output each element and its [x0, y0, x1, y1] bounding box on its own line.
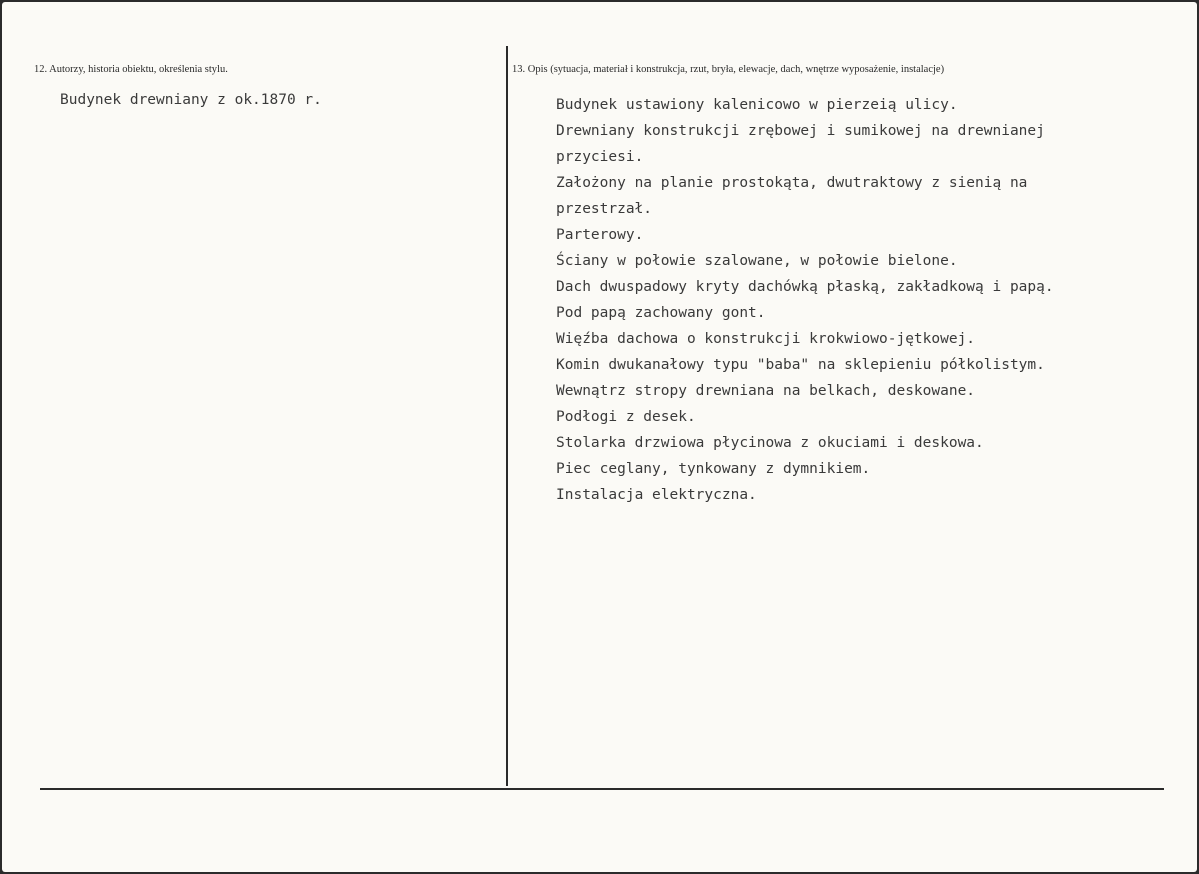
horizontal-divider	[40, 788, 1164, 790]
description-line: Więźba dachowa o konstrukcji krokwiowo-jętkowej.	[556, 331, 976, 347]
section-12-text: Budynek drewniany z ok.1870 r.	[60, 92, 322, 108]
section-13-heading: 13. Opis (sytuacja, materiał i konstrukcja, rzut, bryła, elewacje, dach, wnętrze wyposażenie, instalacje)	[512, 64, 945, 75]
description-line: Ściany w połowie szalowane, w połowie bielone.	[556, 253, 958, 269]
description-line: Stolarka drzwiowa płycinowa z okuciami i deskowa.	[556, 435, 984, 451]
description-line: Pod papą zachowany gont.	[556, 305, 766, 321]
record-card	[2, 2, 1197, 872]
description-line: Piec ceglany, tynkowany z dymnikiem.	[556, 461, 871, 477]
section-12-heading: 12. Autorzy, historia obiektu, określenia stylu.	[34, 64, 228, 75]
description-line: Budynek ustawiony kalenicowo w pierzeią ulicy.	[556, 97, 958, 113]
section-13-description	[556, 92, 1054, 508]
description-line: Wewnątrz stropy drewniana na belkach, deskowane.	[556, 383, 976, 399]
description-line: Parterowy.	[556, 227, 644, 243]
description-line: Założony na planie prostokąta, dwutraktowy z sienią na	[556, 175, 1028, 191]
description-line: Dach dwuspadowy kryty dachówką płaską, zakładkową i papą.	[556, 279, 1054, 295]
description-line: przyciesi.	[556, 149, 644, 165]
description-line: przestrzał.	[556, 201, 653, 217]
vertical-divider	[506, 46, 508, 786]
description-line: Drewniany konstrukcji zrębowej i sumikowej na drewnianej	[556, 123, 1045, 139]
description-line: Podłogi z desek.	[556, 409, 696, 425]
description-line: Instalacja elektryczna.	[556, 487, 757, 503]
description-line: Komin dwukanałowy typu "baba" na sklepieniu półkolistym.	[556, 357, 1045, 373]
